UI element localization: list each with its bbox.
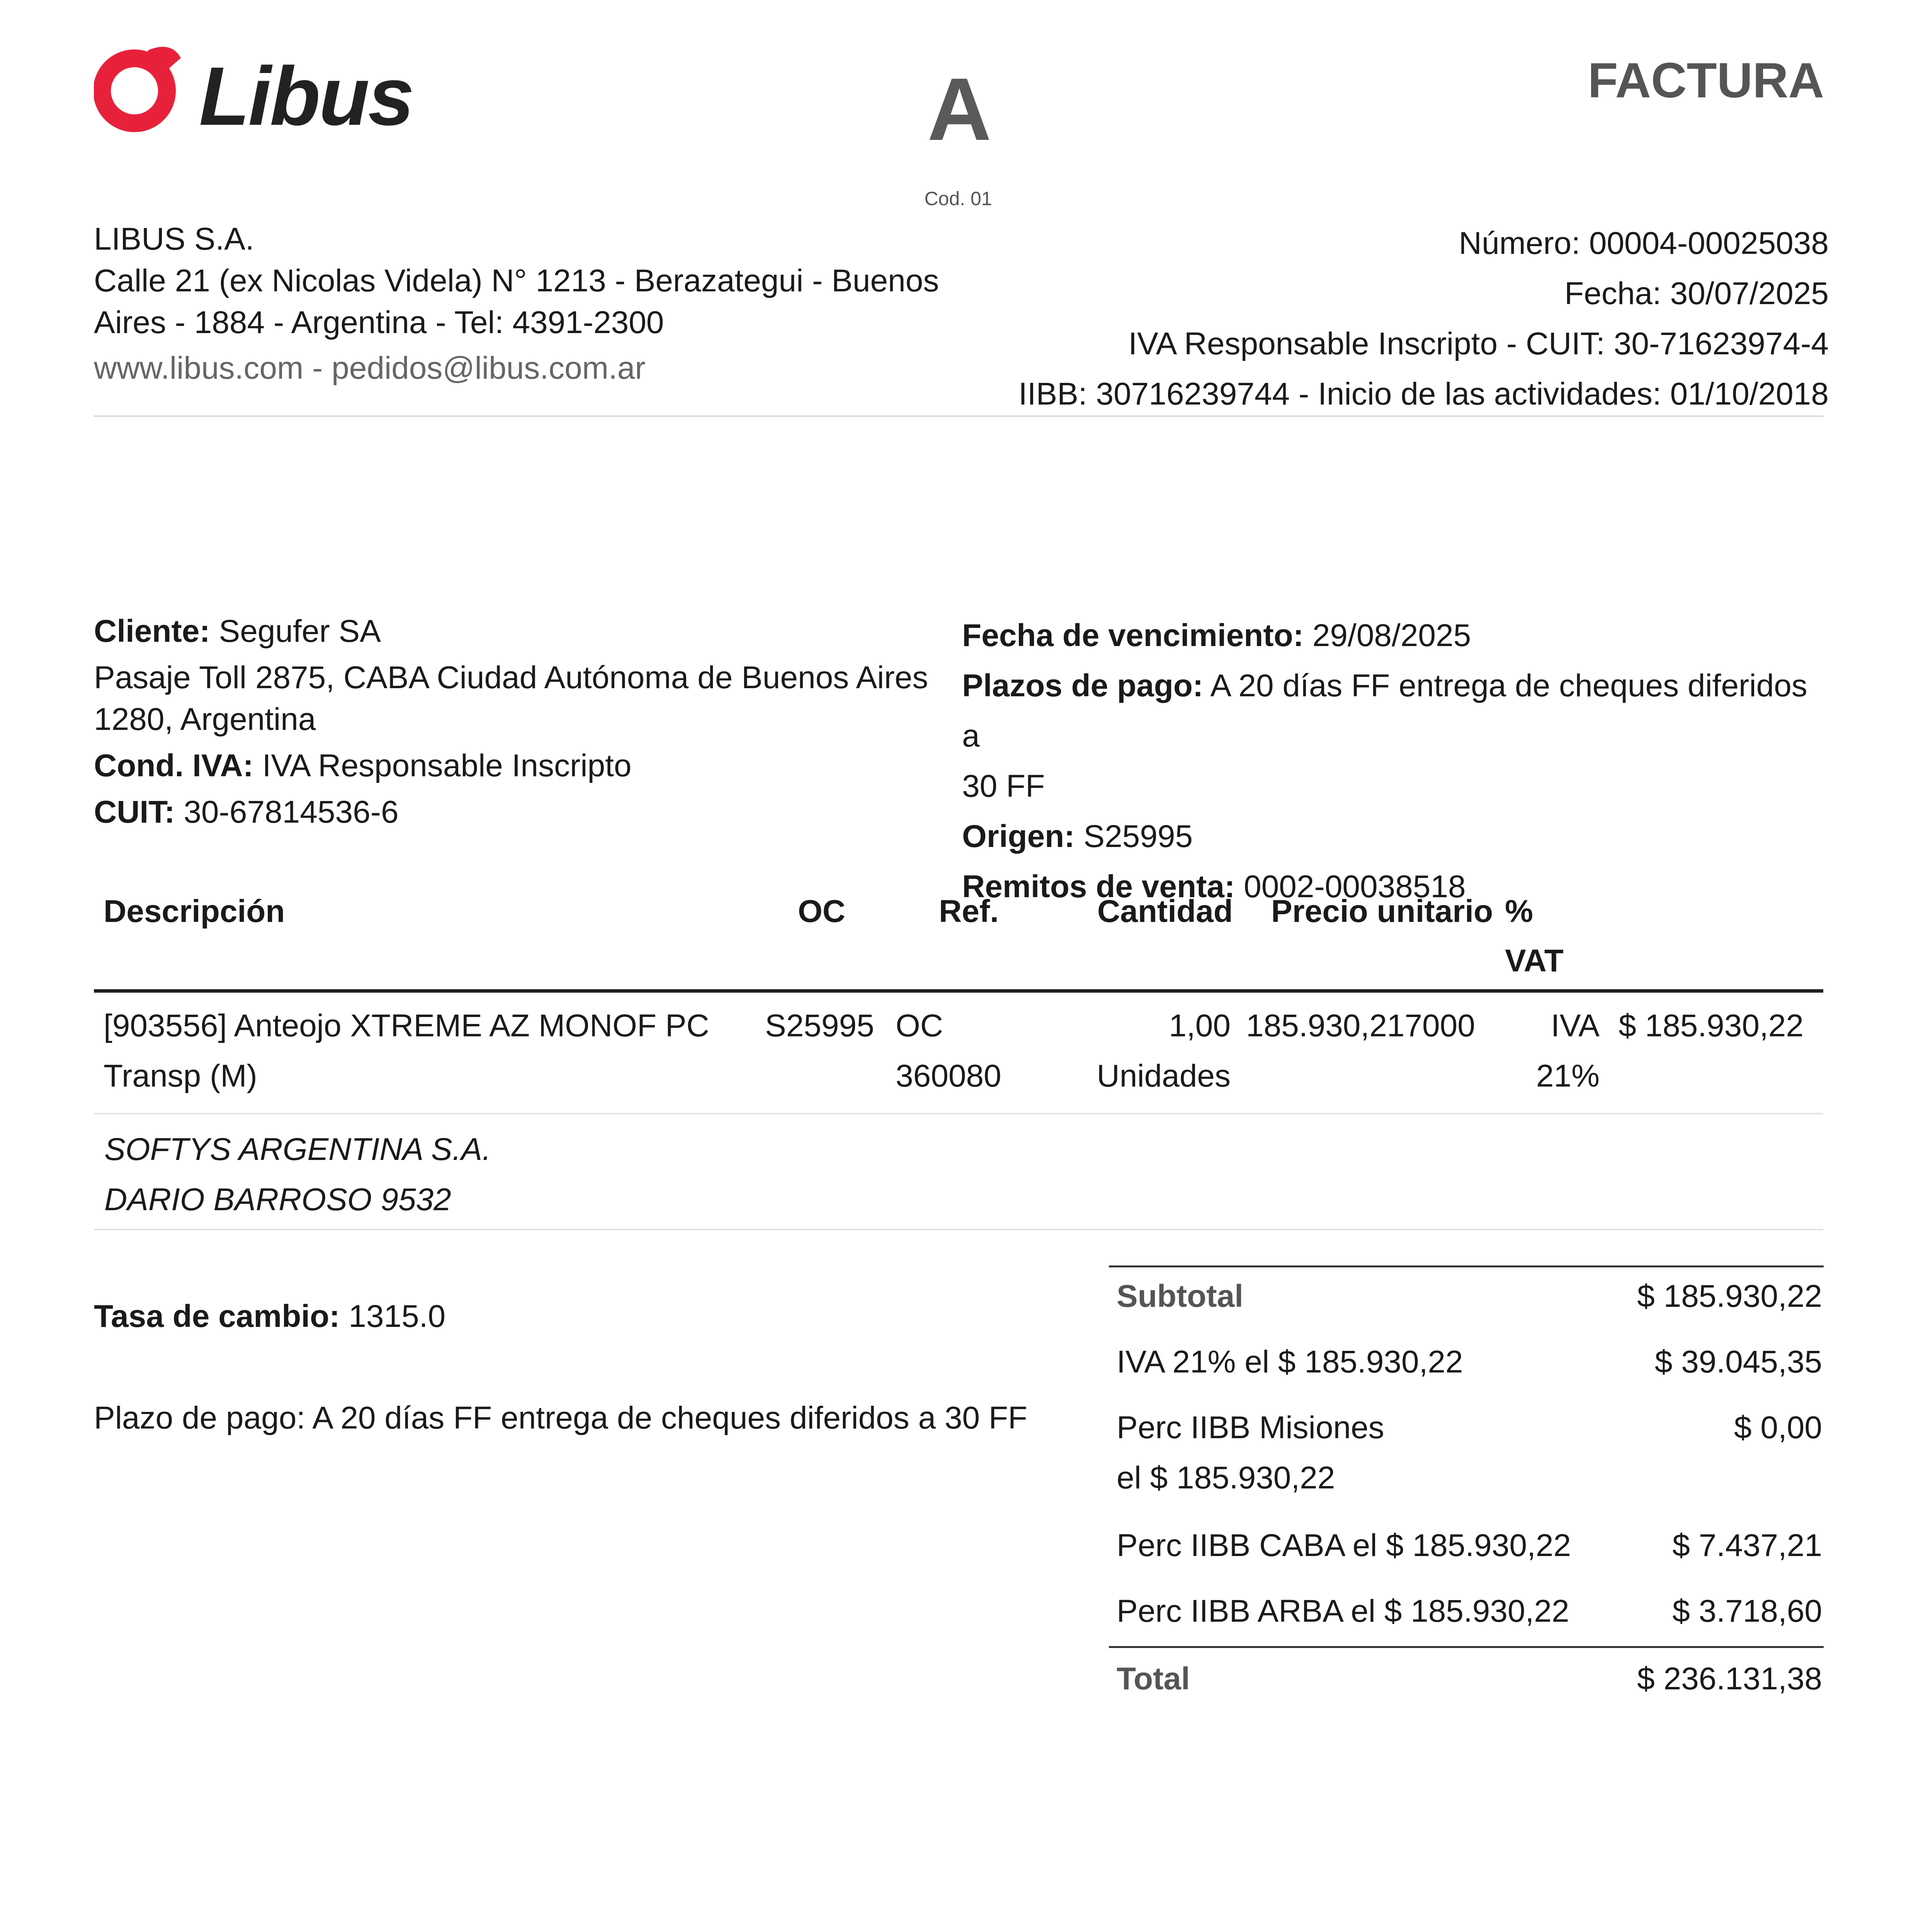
iibb-caba-label: Perc IIBB CABA el $ 185.930,22	[1117, 1528, 1571, 1563]
company-address-line2: Aires - 1884 - Argentina - Tel: 4391-2300	[94, 305, 664, 340]
row-description	[104, 1001, 709, 1101]
due-date-label: Fecha de vencimiento:	[962, 618, 1304, 653]
company-info	[94, 218, 939, 389]
iibb-misiones-label	[1117, 1403, 1384, 1503]
col-header-description: Descripción	[104, 894, 285, 929]
col-header-oc: OC	[798, 894, 845, 929]
line-note-1: SOFTYS ARGENTINA S.A.	[104, 1132, 491, 1167]
row-ref-line2: 360080	[896, 1058, 1001, 1094]
row-amount: $ 185.930,22	[1618, 1008, 1804, 1043]
row-quantity	[1090, 1001, 1231, 1101]
payment-terms-value-cont: 30 FF	[962, 769, 1045, 804]
client-address-line2: 1280, Argentina	[94, 702, 316, 737]
total-label: Total	[1117, 1661, 1190, 1696]
subtotal-label: Subtotal	[1117, 1279, 1243, 1314]
document-type: FACTURA	[1588, 53, 1824, 108]
exchange-rate	[94, 1298, 445, 1335]
payment-terms-note: Plazo de pago: A 20 días FF entrega de cheques diferidos a 30 FF	[94, 1400, 1027, 1435]
line-note-2: DARIO BARROSO 9532	[104, 1182, 451, 1217]
payment-terms-label: Plazos de pago:	[962, 668, 1204, 703]
iibb-caba-value: $ 7.437,21	[1672, 1528, 1822, 1563]
row-divider	[94, 1113, 1823, 1114]
row-quantity-unit: Unidades	[1097, 1058, 1231, 1094]
note-divider	[94, 1229, 1823, 1230]
iva-value: $ 39.045,35	[1654, 1344, 1822, 1379]
iibb-misiones-label-line2: el $ 185.930,22	[1117, 1460, 1335, 1495]
iibb-misiones-label-line1: Perc IIBB Misiones	[1117, 1410, 1384, 1445]
invoice-letter: A	[927, 60, 992, 159]
company-address-line1: Calle 21 (ex Nicolas Videla) N° 1213 - Berazategui - Buenos	[94, 263, 939, 298]
due-date-value: 29/08/2025	[1312, 618, 1471, 653]
iibb-arba-value: $ 3.718,60	[1672, 1594, 1822, 1629]
invoice-code: Cod. 01	[924, 188, 992, 209]
brand-name: Libus	[199, 49, 413, 143]
company-name: LIBUS S.A.	[94, 221, 254, 257]
iva-label: IVA 21% el $ 185.930,22	[1117, 1344, 1463, 1379]
invoice-meta	[1018, 218, 1829, 419]
table-header-divider	[94, 989, 1823, 993]
payment-terms-value: A 20 días FF entrega de cheques diferidos a	[962, 668, 1807, 753]
iibb-misiones-value: $ 0,00	[1734, 1410, 1822, 1445]
col-header-vat	[1505, 887, 1564, 986]
row-ref	[896, 1001, 1001, 1101]
delivery-notes-value: 0002-00038518	[1244, 869, 1466, 904]
row-oc: S25995	[765, 1008, 874, 1043]
origin-value: S25995	[1083, 819, 1193, 854]
row-description-line2: Transp (M)	[104, 1058, 257, 1094]
cuit-value: 30-67814536-6	[184, 794, 399, 830]
invoice-number: Número: 00004-00025038	[1459, 226, 1829, 261]
delivery-notes-label: Remitos de venta:	[962, 869, 1235, 904]
row-vat	[1522, 1001, 1600, 1101]
client-address-line1: Pasaje Toll 2875, CABA Ciudad Autónoma de Buenos Aires	[94, 660, 928, 695]
row-unit-price: 185.930,217000	[1246, 1008, 1475, 1043]
header-divider	[94, 415, 1823, 417]
client-name: Segufer SA	[219, 614, 381, 649]
cuit-label: CUIT:	[94, 794, 175, 830]
row-description-line1: [903556] Anteojo XTREME AZ MONOF PC	[104, 1008, 709, 1043]
row-vat-line2: 21%	[1536, 1058, 1600, 1094]
col-header-quantity: Cantidad	[1097, 894, 1233, 929]
terms-block	[962, 611, 1831, 912]
col-header-vat-line1: %	[1505, 894, 1533, 929]
line-note	[104, 1124, 491, 1225]
col-header-ref: Ref.	[939, 894, 999, 929]
exchange-rate-value: 1315.0	[349, 1299, 446, 1334]
invoice-iva: IVA Responsable Inscripto - CUIT: 30-71623974-4	[1128, 326, 1829, 361]
iibb-arba-label: Perc IIBB ARBA el $ 185.930,22	[1117, 1594, 1569, 1629]
row-ref-line1: OC	[896, 1008, 943, 1043]
client-block	[94, 611, 944, 833]
client-label: Cliente:	[94, 614, 210, 649]
exchange-rate-label: Tasa de cambio:	[94, 1299, 340, 1334]
company-web: www.libus.com - pedidos@libus.com.ar	[94, 350, 646, 386]
total-value: $ 236.131,38	[1637, 1661, 1822, 1696]
totals-bottom-rule	[1109, 1646, 1824, 1648]
row-quantity-value: 1,00	[1169, 1008, 1231, 1043]
cond-iva-value: IVA Responsable Inscripto	[262, 748, 632, 783]
cond-iva-label: Cond. IVA:	[94, 748, 253, 783]
invoice-iibb: IIBB: 30716239744 - Inicio de las actividades: 01/10/2018	[1018, 376, 1829, 412]
origin-label: Origen:	[962, 819, 1075, 854]
col-header-vat-line2: VAT	[1505, 943, 1564, 978]
subtotal-value: $ 185.930,22	[1637, 1279, 1822, 1314]
row-vat-line1: IVA	[1550, 1008, 1600, 1043]
totals-top-rule	[1109, 1265, 1824, 1267]
invoice-date: Fecha: 30/07/2025	[1564, 276, 1829, 311]
col-header-unit-price: Precio unitario	[1271, 894, 1493, 929]
